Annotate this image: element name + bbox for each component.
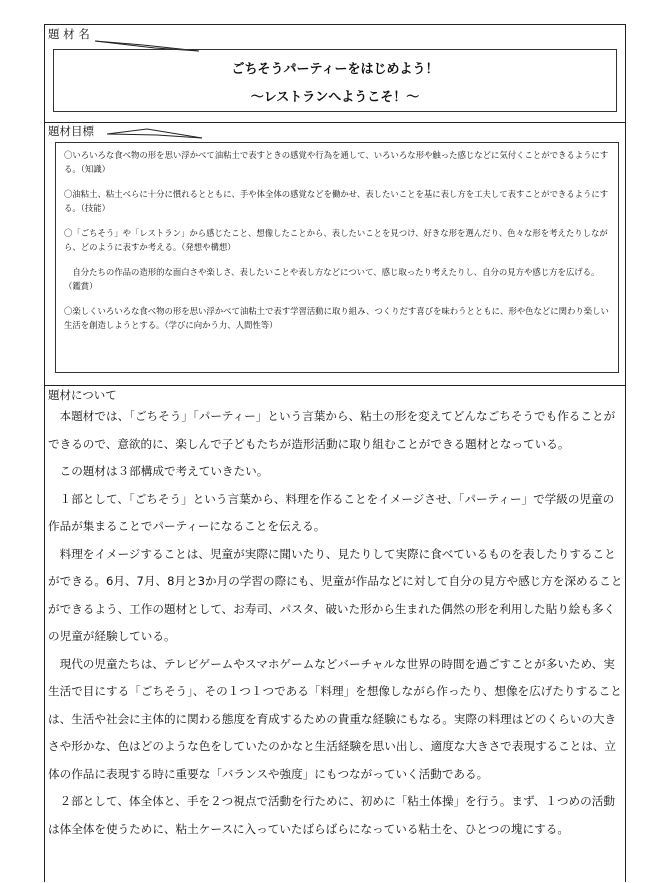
title-section bbox=[45, 25, 625, 123]
lesson-plan-page bbox=[44, 24, 626, 882]
goal-ideation: 〇「ごちそう」や「レストラン」から感じたこと、想像したことから、表したいことを見つけ、好きな形を選んだり、色々な形を考えたりしながら、どのように表すか考える。（発想や構想） bbox=[64, 228, 608, 252]
about-section bbox=[45, 385, 625, 883]
goal-skills: 〇油粘土、粘土べらに十分に慣れるとともに、手や体全体の感覚などを働かせ、表したいことを基に表し方を工夫して表すことができるようにする。（技能） bbox=[64, 189, 609, 213]
goals-section-heading: 題材目標 bbox=[48, 124, 94, 138]
paragraph: 料理をイメージすることは、児童が実際に聞いたり、見たりして実際に食べているものを表したりすることができる。6月、7月、8月と3か月の学習の際にも、児童が作品などに対して自分の見方や感じ方を深めることができるよう、工作の題材として、お寿司、パスタ、破いた形から生まれた偶然の形を利用した貼り絵も多くの児童が経験している。 bbox=[48, 546, 623, 643]
paragraph: 本題材では、「ごちそう」「パーティー」という言葉から、粘土の形を変えてどんなごちそうでも作ることができるので、意欲的に、楽しんで子どもたちが造形活動に取り組むことができる題材となっている。 bbox=[48, 409, 616, 451]
goal-attitude: 〇楽しくいろいろな食べ物の形を思い浮かべて油粘土で表す学習活動に取り組み、つくりだす喜びを味わうとともに、形や色などに関わり楽しい生活を創造しようとする。（学びに向かう力、人間性等） bbox=[64, 306, 609, 330]
title-section-heading: 題 材 名 bbox=[48, 27, 90, 41]
lesson-subtitle: ～レストランへようこそ！～ bbox=[250, 90, 420, 105]
paragraph: ２部として、体全体と、手を２つ視点で活動を行ために、初めに「粘土体操」を行う。まず、１つめの活動は体全体を使うために、粘土ケースに入っていたばらばらになっている粘土を、ひとつの塊にする。 bbox=[48, 794, 615, 836]
goal-knowledge: 〇いろいろな食べ物の形を思い浮かべて油粘土で表すときの感覚や行為を通して、いろいろな形や触った感じなどに気付くことができるようにする。（知識） bbox=[64, 150, 609, 174]
about-body bbox=[48, 403, 625, 843]
paragraph: 現代の児童たちは、テレビゲームやスマホゲームなどバーチャルな世界の時間を過ごすことが多いため、実生活で目にする「ごちそう」、その１つ１つである「料理」を想像しながら作ったり、想像を広げたりすることは、生活や社会に主体的に関わる態度を育成するための貴重な経験にもなる。実際の料理はどのくらいの大きさや形かな、色はどのような色をしていたのかなと生活経験を思い出し、適度な大きさで表現することは、立体の作品に表現する時に重要な「バランスや強度」にもつながっていく活動である。 bbox=[48, 656, 622, 781]
paragraph: １部として、「ごちそう」という言葉から、料理を作ることをイメージさせ、「パーティー」で学級の児童の作品が集まることでパーティーになることを伝える。 bbox=[48, 491, 615, 533]
goal-appreciation: 自分たちの作品の造形的な面白さや楽しさ、表したいことや表し方などについて、感じ取ったり考えたりし、自分の見方や感じ方を広げる。（鑑賞） bbox=[64, 267, 600, 291]
lesson-title: ごちそうパーティーをはじめよう！ bbox=[231, 62, 439, 77]
goals-section bbox=[45, 122, 625, 386]
paragraph: この題材は３部構成で考えていきたい。 bbox=[48, 464, 269, 478]
title-box bbox=[53, 49, 617, 112]
goals-leader-line bbox=[107, 126, 207, 140]
goals-box bbox=[55, 142, 619, 373]
about-section-heading: 題材について bbox=[48, 388, 117, 402]
